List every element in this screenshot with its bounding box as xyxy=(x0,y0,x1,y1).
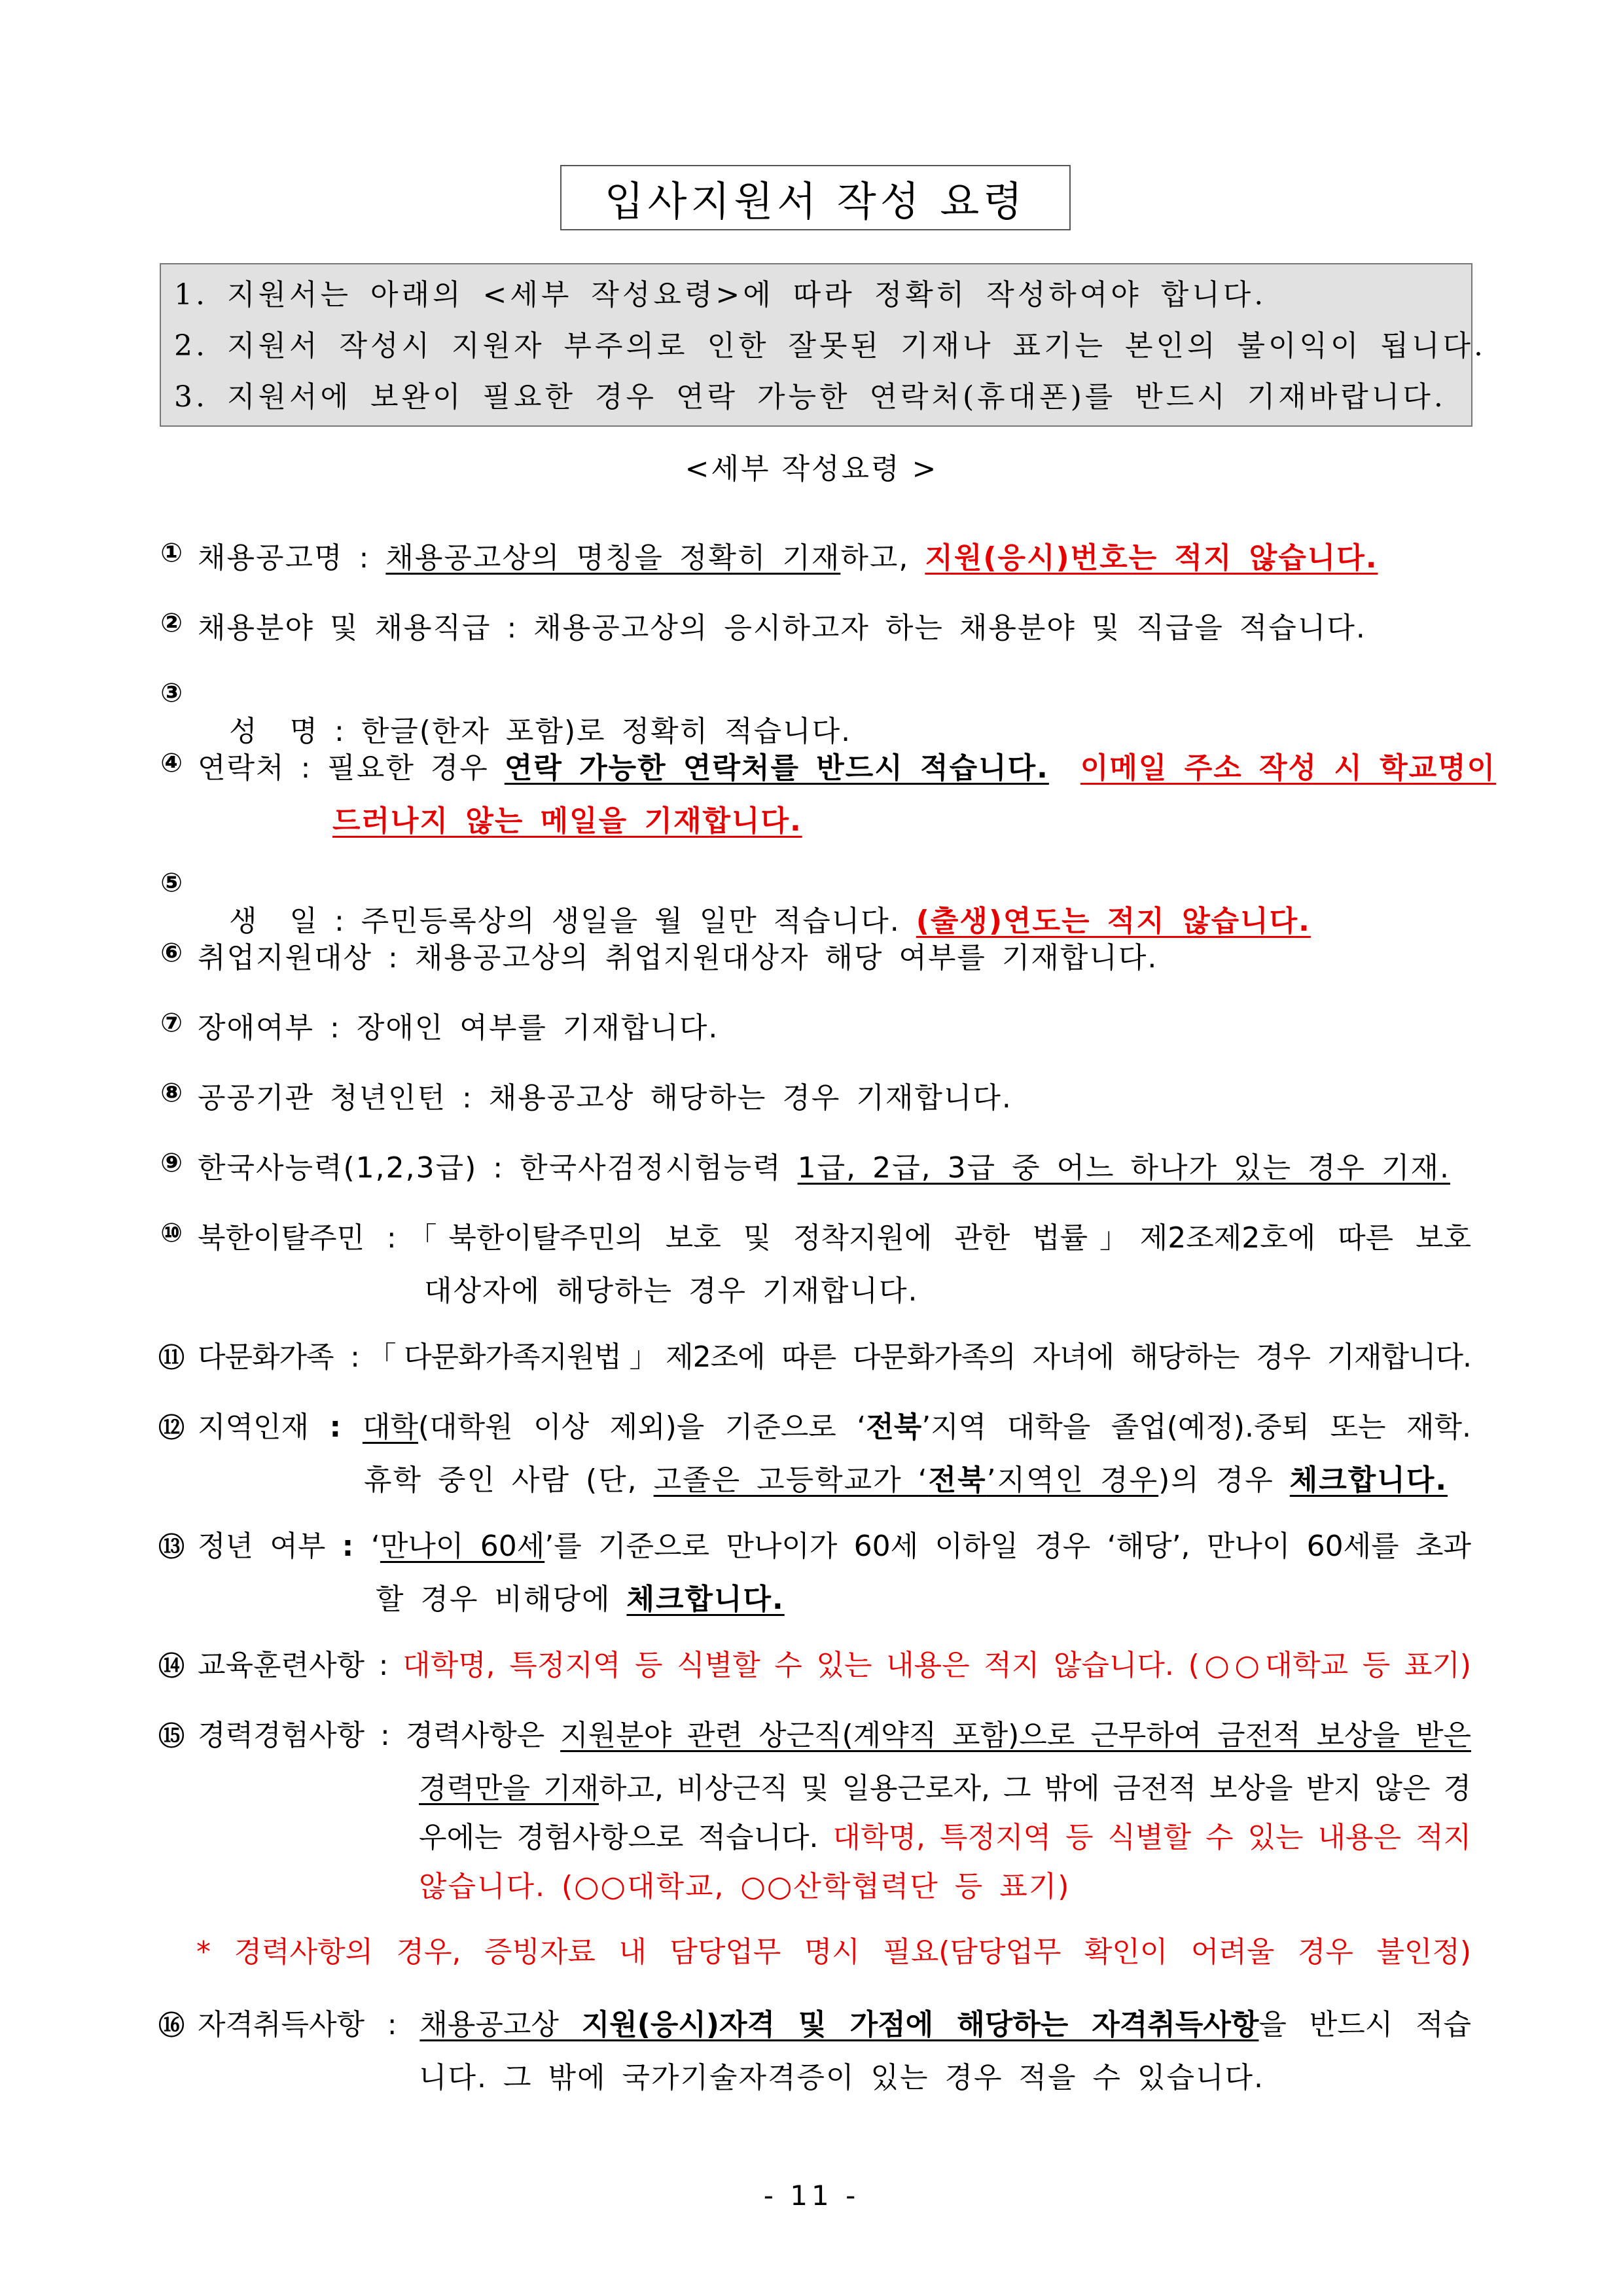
item-16-cont: 니다. 그 밖에 국가기술자격증이 있는 경우 적을 수 있습니다. xyxy=(419,2061,1264,2094)
item-1-text: 하고, xyxy=(840,541,925,575)
item-5-warning: (출생)연도는 적지 않습니다. xyxy=(916,905,1311,938)
item-16 xyxy=(198,2001,1471,2043)
item-13-age: 만나이 60세 xyxy=(380,1530,545,1563)
item-number-6: ⑥ xyxy=(160,938,183,968)
item-13-check: 체크합니다. xyxy=(626,1583,785,1616)
item-13-cont xyxy=(376,1575,785,1617)
item-1-underlined: 채용공고상의 명칭을 정확히 기재 xyxy=(385,541,841,575)
item-number-16: ⑯ xyxy=(158,2011,185,2041)
item-12-u1: 대학 xyxy=(362,1410,418,1444)
item-number-8: ⑧ xyxy=(160,1078,183,1108)
section-subtitle: <세부 작성요령 > xyxy=(685,452,938,486)
item-11: 다문화가족 :「다문화가족지원법」제2조에 따른 다문화가족의 자녀에 해당하는 경우 기재합니다. xyxy=(198,1340,1471,1374)
item-14 xyxy=(198,1641,1471,1683)
item-number-10: ⑩ xyxy=(160,1218,183,1248)
item-3 xyxy=(198,674,851,749)
item-12 xyxy=(198,1403,1471,1445)
item-9-label: 한국사능력(1,2,3급) : 한국사검정시험능력 xyxy=(198,1151,798,1185)
item-5 xyxy=(198,864,1311,939)
item-15-line-3 xyxy=(419,1814,1471,1856)
item-13-colon: : xyxy=(342,1530,371,1563)
item-12-check: 체크합니다. xyxy=(1289,1463,1448,1497)
item-12-region: 전북 xyxy=(866,1410,922,1444)
item-16-t1: 을 반드시 적습 xyxy=(1258,2008,1471,2041)
item-13-l2: 할 경우 비해당에 xyxy=(376,1583,627,1616)
item-14-label: 교육훈련사항 : xyxy=(198,1649,403,1682)
item-12-l2b: )의 경우 xyxy=(1158,1463,1290,1497)
item-12-t1: (대학원 이상 제외)을 기준으로 ‘ xyxy=(418,1410,866,1444)
item-13-label: 정년 여부 xyxy=(198,1530,342,1563)
item-5-label: 생 일 : xyxy=(228,905,361,938)
item-8: 공공기관 청년인턴 : 채용공고상 해당하는 경우 기재합니다. xyxy=(198,1081,1012,1115)
item-number-13: ⑬ xyxy=(158,1532,185,1562)
item-15-u1: 지원분야 관련 상근직(계약직 포함)으로 근무하여 금전적 보상을 받은 xyxy=(560,1719,1471,1752)
item-2: 채용분야 및 채용직급 : 채용공고상의 응시하고자 하는 채용분야 및 직급을 적습니다. xyxy=(198,611,1366,645)
item-7: 장애여부 : 장애인 여부를 기재합니다. xyxy=(198,1011,719,1045)
notice-line-3: 3. 지원서에 보완이 필요한 경우 연락 가능한 연락처(휴대폰)를 반드시 기재바랍니다. xyxy=(174,380,1446,414)
page-number: - 11 - xyxy=(763,2179,860,2212)
item-16-label: 자격취득사항 : xyxy=(198,2008,420,2041)
item-3-label: 성 명 : xyxy=(228,715,361,748)
item-12-t2: ’지역 대학을 졸업(예정).중퇴 또는 재학. xyxy=(921,1410,1471,1444)
notice-line-1: 1. 지원서는 아래의 <세부 작성요령>에 따라 정확히 작성하여야 합니다. xyxy=(174,278,1267,312)
item-13 xyxy=(198,1522,1471,1564)
item-16-underlined: 채용공고상 지원(응시)자격 및 가점에 해당하는 자격취득사항 xyxy=(419,2008,1259,2041)
item-number-14: ⑭ xyxy=(158,1651,185,1681)
item-15-t3: 우에는 경험사항으로 적습니다. xyxy=(419,1821,833,1854)
item-number-12: ⑫ xyxy=(158,1413,185,1443)
item-9-underlined: 1급, 2급, 3급 중 어느 하나가 있는 경우 기재. xyxy=(797,1151,1451,1185)
item-10: 북한이탈주민 :「북한이탈주민의 보호 및 정착지원에 관한 법률」제2조제2호에 따른 보호 xyxy=(198,1221,1471,1255)
item-15-warning-2: 않습니다. (○○대학교, ○○산학협력단 등 표기) xyxy=(419,1870,1071,1903)
item-10-cont: 대상자에 해당하는 경우 기재합니다. xyxy=(424,1274,919,1308)
item-1-warning: 지원(응시)번호는 적지 않습니다. xyxy=(925,541,1378,575)
item-4 xyxy=(198,744,1496,786)
item-4-warning-2: 드러나지 않는 메일을 기재합니다. xyxy=(332,804,802,838)
item-number-9: ⑨ xyxy=(160,1148,183,1178)
item-1 xyxy=(198,534,1378,576)
item-14-warning: 대학명, 특정지역 등 식별할 수 있는 내용은 적지 않습니다. (○○대학교 등 표기) xyxy=(402,1649,1471,1682)
item-12-colon: : xyxy=(329,1410,363,1444)
item-13-quote: ‘ xyxy=(370,1530,380,1563)
item-15-u2: 경력만을 기재 xyxy=(419,1772,599,1805)
item-number-5: ⑤ xyxy=(160,868,183,898)
item-number-3: ③ xyxy=(160,678,183,708)
item-15-line-2 xyxy=(419,1765,1471,1806)
item-15 xyxy=(198,1712,1471,1753)
page-title: 입사지원서 작성 요령 xyxy=(560,165,1071,230)
item-6: 취업지원대상 : 채용공고상의 취업지원대상자 해당 여부를 기재합니다. xyxy=(198,941,1158,975)
item-number-7: ⑦ xyxy=(160,1008,183,1038)
item-9 xyxy=(198,1144,1450,1186)
item-4-label: 연락처 : 필요한 경우 xyxy=(198,751,505,785)
item-number-15: ⑮ xyxy=(158,1721,185,1751)
notice-line-2: 2. 지원서 작성시 지원자 부주의로 인한 잘못된 기재나 표기는 본인의 불이익이 됩니다. xyxy=(174,329,1486,363)
item-4-cont xyxy=(332,797,802,839)
item-number-2: ② xyxy=(160,608,183,638)
item-15-warning-1: 대학명, 특정지역 등 식별할 수 있는 내용은 적지 xyxy=(832,1821,1472,1854)
item-12-u2: 고졸은 고등학교가 ‘전북’지역인 경우 xyxy=(653,1463,1159,1497)
item-15-t2: 하고, 비상근직 및 일용근로자, 그 밖에 금전적 보상을 받지 않은 경 xyxy=(599,1772,1471,1805)
item-3-text: 한글(한자 포함)로 정확히 적습니다. xyxy=(361,715,852,748)
item-number-1: ① xyxy=(160,538,183,568)
item-5-text: 주민등록상의 생일을 월 일만 적습니다. xyxy=(361,905,916,938)
item-12-label: 지역인재 xyxy=(198,1410,330,1444)
notice-box xyxy=(160,263,1486,427)
career-note: * 경력사항의 경우, 증빙자료 내 담당업무 명시 필요(담당업무 확인이 어려울 경우 불인정) xyxy=(196,1935,1471,1969)
item-15-label: 경력경험사항 : 경력사항은 xyxy=(198,1719,561,1752)
item-12-cont xyxy=(364,1456,1448,1498)
item-number-4: ④ xyxy=(160,748,183,778)
item-number-11: ⑪ xyxy=(158,1343,185,1373)
item-4-warning-1: 이메일 주소 작성 시 학교명이 xyxy=(1080,751,1497,785)
item-12-l2a: 휴학 중인 사람 (단, xyxy=(364,1463,654,1497)
item-13-t1: ’를 기준으로 만나이가 60세 이하일 경우 ‘해당’, 만나이 60세를 초과 xyxy=(544,1530,1471,1563)
item-1-label: 채용공고명 : xyxy=(198,541,386,575)
item-4-bold: 연락 가능한 연락처를 반드시 적습니다. xyxy=(504,751,1049,785)
